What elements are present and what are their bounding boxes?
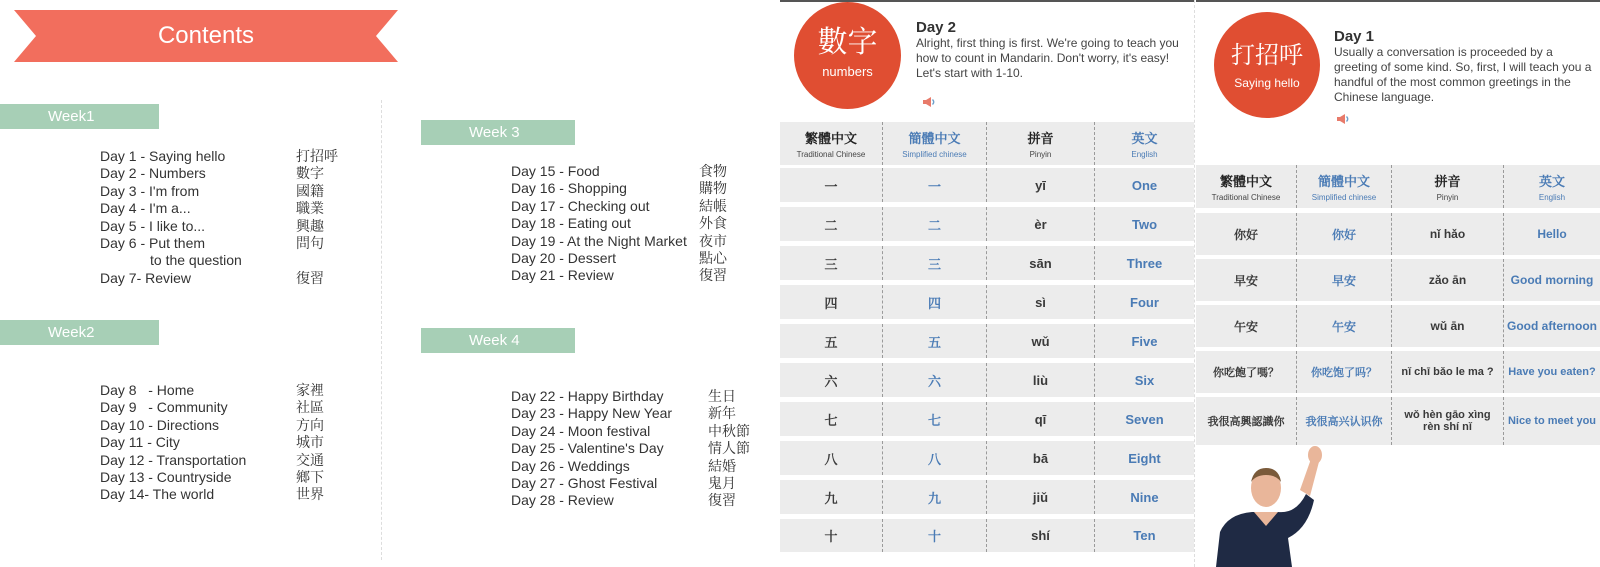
toc-item-zh: 食物 xyxy=(699,163,727,179)
traditional-cell: 六 xyxy=(780,363,882,397)
traditional-cell: 你吃飽了嗎？ xyxy=(1196,351,1296,393)
traditional-cell: 三 xyxy=(780,246,882,280)
toc-item-zh: 問句 xyxy=(296,234,324,251)
toc-item-zh: 城市 xyxy=(296,434,324,451)
top-rule xyxy=(1196,0,1600,2)
english-cell: Five xyxy=(1094,324,1194,358)
week-2-list xyxy=(100,382,350,504)
pinyin-cell: nǐ chī bǎo le ma ? xyxy=(1391,351,1503,393)
toc-item-en: Day 25 - Valentine's Day xyxy=(511,440,664,457)
english-cell: Two xyxy=(1094,207,1194,241)
english-cell: Good afternoon xyxy=(1503,305,1600,347)
header-cell: 繁體中文 Traditional Chinese xyxy=(1196,165,1296,208)
toc-item-zh: 數字 xyxy=(296,165,324,182)
simplified-cell: 二 xyxy=(882,207,986,241)
traditional-cell: 十 xyxy=(780,519,882,552)
lesson-badge xyxy=(794,2,901,109)
header-cell: 簡體中文 Simplified chinese xyxy=(1296,165,1391,208)
toc-item-zh: 結婚 xyxy=(708,457,736,474)
toc-item-en: Day 20 - Dessert xyxy=(511,249,617,266)
simplified-cell: 十 xyxy=(882,519,986,552)
toc-item-zh: 社區 xyxy=(296,399,324,416)
simplified-cell: 午安 xyxy=(1296,305,1391,347)
week-label: Week 4 xyxy=(421,328,575,353)
teacher-photo xyxy=(1216,446,1336,567)
table-row xyxy=(780,285,1194,319)
english-cell: Nine xyxy=(1094,480,1194,514)
toc-item-en: Day 10 - Directions xyxy=(100,416,220,433)
toc-item xyxy=(511,198,761,215)
traditional-cell: 你好 xyxy=(1196,213,1296,255)
toc-item-zh: 家裡 xyxy=(296,382,324,398)
toc-item-en: Day 6 - Put them xyxy=(100,234,206,251)
toc-item xyxy=(100,183,350,200)
pinyin-cell: sì xyxy=(986,285,1094,319)
toc-item xyxy=(100,235,350,252)
toc-item-en: Day 14- The world xyxy=(100,486,215,503)
header-cell: 拼音 Pinyin xyxy=(986,122,1094,165)
toc-item xyxy=(100,434,350,451)
pinyin-cell: èr xyxy=(986,207,1094,241)
simplified-cell: 一 xyxy=(882,168,986,202)
simplified-cell: 五 xyxy=(882,324,986,358)
toc-item-zh: 外食 xyxy=(699,215,727,232)
toc-item xyxy=(511,267,761,284)
english-cell: One xyxy=(1094,168,1194,202)
table-row xyxy=(780,402,1194,436)
greetings-table xyxy=(1196,165,1600,445)
toc-item xyxy=(100,399,350,416)
badge-sub-text: numbers xyxy=(822,64,873,79)
table-row xyxy=(1196,259,1600,301)
toc-item-en: Day 28 - Review xyxy=(511,492,614,509)
table-row xyxy=(1196,351,1600,393)
day-description: Alright, first thing is first. We're going to teach you how to count in Mandarin. Don't worry, it's easy! Let's start with 1-10. xyxy=(916,36,1179,80)
toc-item-en: Day 7- Review xyxy=(100,269,192,286)
pinyin-cell: shí xyxy=(986,519,1094,552)
english-cell: Three xyxy=(1094,246,1194,280)
simplified-cell: 四 xyxy=(882,285,986,319)
toc-item-zh: 生日 xyxy=(708,388,736,404)
toc-item xyxy=(100,200,350,217)
toc-item-en: Day 26 - Weddings xyxy=(511,457,630,474)
traditional-cell: 四 xyxy=(780,285,882,319)
speaker-icon[interactable] xyxy=(922,96,936,108)
toc-item-en: to the question xyxy=(150,252,242,269)
traditional-cell: 二 xyxy=(780,207,882,241)
simplified-cell: 我很高兴认识你 xyxy=(1296,397,1391,445)
pinyin-cell: jiǔ xyxy=(986,480,1094,514)
simplified-cell: 八 xyxy=(882,441,986,475)
toc-item xyxy=(100,270,350,287)
toc-item-zh: 結帳 xyxy=(699,197,727,214)
toc-item-zh: 鄉下 xyxy=(296,468,324,485)
toc-item-en: Day 1 - Saying hello xyxy=(100,148,226,164)
english-cell: Eight xyxy=(1094,441,1194,475)
toc-item-en: Day 8 - Home xyxy=(100,382,195,398)
table-row xyxy=(780,480,1194,514)
toc-item xyxy=(511,423,761,440)
toc-item xyxy=(100,417,350,434)
day1-lesson-card xyxy=(1196,0,1600,567)
traditional-cell: 早安 xyxy=(1196,259,1296,301)
pinyin-cell: qī xyxy=(986,402,1094,436)
simplified-cell: 九 xyxy=(882,480,986,514)
table-row xyxy=(780,207,1194,241)
toc-item-zh: 職業 xyxy=(296,200,324,217)
english-cell: Good morning xyxy=(1503,259,1600,301)
table-row xyxy=(780,168,1194,202)
english-cell: Seven xyxy=(1094,402,1194,436)
toc-item xyxy=(100,218,350,235)
traditional-cell: 一 xyxy=(780,168,882,202)
toc-item-zh: 新年 xyxy=(708,405,736,422)
pinyin-cell: yī xyxy=(986,168,1094,202)
toc-item-zh: 方向 xyxy=(296,416,324,433)
pinyin-cell: liù xyxy=(986,363,1094,397)
toc-item-en: Day 2 - Numbers xyxy=(100,165,206,182)
table-row xyxy=(780,246,1194,280)
toc-item-en: Day 9 - Community xyxy=(100,399,228,416)
pinyin-cell: wǔ ān xyxy=(1391,305,1503,347)
toc-item-zh: 復習 xyxy=(699,267,727,284)
header-cell: 繁體中文 Traditional Chinese xyxy=(780,122,882,165)
toc-item xyxy=(100,486,350,503)
toc-item-en: Day 17 - Checking out xyxy=(511,197,650,214)
toc-item xyxy=(511,250,761,267)
simplified-cell: 你好 xyxy=(1296,213,1391,255)
badge-sub-text: Saying hello xyxy=(1234,76,1300,90)
header-cell: 英文 English xyxy=(1503,165,1600,208)
toc-item xyxy=(511,475,761,492)
speaker-icon[interactable] xyxy=(1336,113,1350,125)
toc-item-en: Day 22 - Happy Birthday xyxy=(511,388,664,404)
lesson-badge xyxy=(1214,12,1320,118)
pinyin-cell: nǐ hǎo xyxy=(1391,213,1503,255)
toc-item-en: Day 5 - I like to... xyxy=(100,217,206,234)
toc-item xyxy=(511,163,761,180)
toc-item-zh: 復習 xyxy=(296,269,324,286)
table-row xyxy=(780,519,1194,552)
simplified-cell: 六 xyxy=(882,363,986,397)
numbers-table xyxy=(780,122,1194,552)
table-row xyxy=(1196,305,1600,347)
pinyin-cell: sān xyxy=(986,246,1094,280)
toc-item-zh: 世界 xyxy=(296,486,324,503)
pinyin-cell: wǔ xyxy=(986,324,1094,358)
toc-item-en: Day 24 - Moon festival xyxy=(511,422,651,439)
toc-item-en: Day 27 - Ghost Festival xyxy=(511,474,658,491)
toc-item-zh: 打招呼 xyxy=(296,148,338,164)
day-title: Day 1 xyxy=(1334,28,1375,45)
toc-item xyxy=(511,215,761,232)
toc-item-en: Day 23 - Happy New Year xyxy=(511,405,673,422)
toc-item xyxy=(100,252,350,269)
traditional-cell: 九 xyxy=(780,480,882,514)
toc-item-en: Day 3 - I'm from xyxy=(100,182,200,199)
english-cell: Four xyxy=(1094,285,1194,319)
english-cell: Six xyxy=(1094,363,1194,397)
toc-item-zh: 復習 xyxy=(708,492,736,509)
page-divider xyxy=(1194,0,1195,567)
traditional-cell: 五 xyxy=(780,324,882,358)
toc-item-en: Day 15 - Food xyxy=(511,163,600,179)
toc-item xyxy=(100,382,350,399)
badge-main-text: 數字 xyxy=(817,26,878,59)
pinyin-cell: zǎo ān xyxy=(1391,259,1503,301)
english-cell: Hello xyxy=(1503,213,1600,255)
toc-item xyxy=(511,405,761,422)
toc-item-en: Day 21 - Review xyxy=(511,267,614,284)
week-3-list xyxy=(511,163,761,285)
week-label: Week2 xyxy=(0,320,159,345)
toc-item xyxy=(511,458,761,475)
toc-item-en: Day 13 - Countryside xyxy=(100,468,232,485)
header-cell: 拼音 Pinyin xyxy=(1391,165,1503,208)
toc-item xyxy=(511,233,761,250)
table-row xyxy=(780,363,1194,397)
toc-item-zh: 交通 xyxy=(296,451,324,468)
toc-item-zh: 鬼月 xyxy=(708,474,736,491)
traditional-cell: 八 xyxy=(780,441,882,475)
table-header xyxy=(780,122,1194,165)
table-row xyxy=(780,441,1194,475)
week-4-list xyxy=(511,388,761,510)
toc-item-zh: 購物 xyxy=(699,180,727,197)
day-title: Day 2 xyxy=(916,19,957,36)
simplified-cell: 七 xyxy=(882,402,986,436)
toc-item-en: Day 12 - Transportation xyxy=(100,451,247,468)
toc-item-en: Day 11 - City xyxy=(100,434,180,451)
toc-item-zh: 夜市 xyxy=(699,232,727,249)
toc-item xyxy=(100,452,350,469)
header-cell: 英文 English xyxy=(1094,122,1194,165)
toc-item-en: Day 4 - I'm a... xyxy=(100,200,191,217)
day-description: Usually a conversation is proceeded by a greeting of some kind. So, first, I will teach you a handful of the most common greetings in the Chinese language. xyxy=(1334,45,1592,104)
english-cell: Have you eaten? xyxy=(1503,351,1600,393)
toc-item-zh: 情人節 xyxy=(708,440,750,457)
toc-item-en: Day 16 - Shopping xyxy=(511,180,627,197)
english-cell: Ten xyxy=(1094,519,1194,552)
table-row xyxy=(1196,397,1600,445)
table-header xyxy=(1196,165,1600,208)
week-1-list xyxy=(100,148,350,287)
toc-item-zh: 興趣 xyxy=(296,217,324,234)
toc-item-en: Day 19 - At the Night Market xyxy=(511,232,687,249)
week-label: Week1 xyxy=(0,104,159,129)
simplified-cell: 三 xyxy=(882,246,986,280)
toc-item xyxy=(511,180,761,197)
toc-item xyxy=(100,148,350,165)
contents-title: Contents xyxy=(157,22,255,49)
traditional-cell: 我很高興認識你 xyxy=(1196,397,1296,445)
toc-item xyxy=(100,469,350,486)
contents-banner xyxy=(14,10,398,62)
traditional-cell: 午安 xyxy=(1196,305,1296,347)
toc-item-zh: 點心 xyxy=(699,249,727,266)
table-row xyxy=(1196,213,1600,255)
badge-main-text: 打招呼 xyxy=(1231,42,1303,69)
toc-item xyxy=(100,165,350,182)
toc-item-en: Day 18 - Eating out xyxy=(511,215,631,232)
pinyin-cell: bā xyxy=(986,441,1094,475)
traditional-cell: 七 xyxy=(780,402,882,436)
toc-item xyxy=(511,492,761,509)
week-label: Week 3 xyxy=(421,120,575,145)
table-row xyxy=(780,324,1194,358)
toc-item xyxy=(511,440,761,457)
english-cell: Nice to meet you xyxy=(1503,397,1600,445)
header-cell: 簡體中文 Simplified chinese xyxy=(882,122,986,165)
toc-item xyxy=(511,388,761,405)
simplified-cell: 早安 xyxy=(1296,259,1391,301)
simplified-cell: 你吃饱了吗？ xyxy=(1296,351,1391,393)
day2-lesson-card xyxy=(780,0,1194,567)
column-divider xyxy=(381,100,382,560)
toc-item-zh: 國籍 xyxy=(296,182,324,199)
toc-item-zh: 中秋節 xyxy=(708,422,750,439)
pinyin-cell: wǒ hèn gāo xìng rèn shí nǐ xyxy=(1391,397,1503,445)
